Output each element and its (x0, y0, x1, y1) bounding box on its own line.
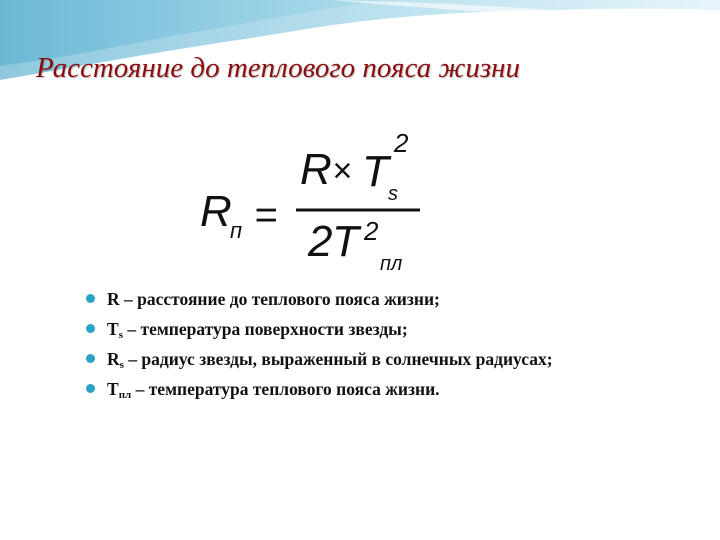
header-wave-decoration (0, 0, 720, 100)
formula-denominator-t: T (332, 217, 359, 266)
definition-text: – температура теплового пояса жизни. (131, 379, 440, 399)
slide-title: Расстояние до теплового пояса жизни (36, 52, 521, 84)
definition-item (86, 284, 706, 314)
definition-subscript: s (118, 329, 123, 341)
formula-lhs-subscript: п (230, 218, 243, 243)
bullet-marker-icon (86, 384, 95, 393)
definition-item (86, 314, 706, 344)
formula-image (196, 128, 436, 278)
definition-text: – радиус звезды, выраженный в солнечных радиусах; (123, 349, 553, 369)
definition-symbol: T (107, 379, 119, 399)
definition-item (86, 344, 706, 374)
formula-equals: = (254, 193, 278, 237)
formula-lhs-symbol: R (200, 187, 232, 236)
definitions-list (86, 284, 706, 404)
formula-numerator-t: T (362, 147, 389, 196)
bullet-marker-icon (86, 324, 95, 333)
definition-item (86, 374, 706, 404)
bullet-marker-icon (86, 354, 95, 363)
formula-numerator-t-exponent: 2 (394, 128, 409, 158)
definition-symbol: T (107, 319, 119, 339)
formula-numerator-t-subscript: s (388, 183, 398, 205)
formula-denominator-t-exponent: 2 (364, 216, 379, 246)
definition-symbol: R (107, 349, 120, 369)
formula-times: × (332, 152, 352, 190)
bullet-marker-icon (86, 294, 95, 303)
definition-text: – расстояние до теплового пояса жизни; (119, 289, 440, 309)
definition-symbol: R (107, 289, 120, 309)
definition-text: – температура поверхности звезды; (122, 319, 408, 339)
formula-denominator-t-subscript: пл (380, 253, 403, 275)
definition-subscript: s (119, 359, 124, 371)
definition-subscript: пл (118, 389, 132, 401)
formula-denominator-coefficient: 2 (308, 217, 333, 266)
formula-numerator-r: R (300, 145, 332, 194)
